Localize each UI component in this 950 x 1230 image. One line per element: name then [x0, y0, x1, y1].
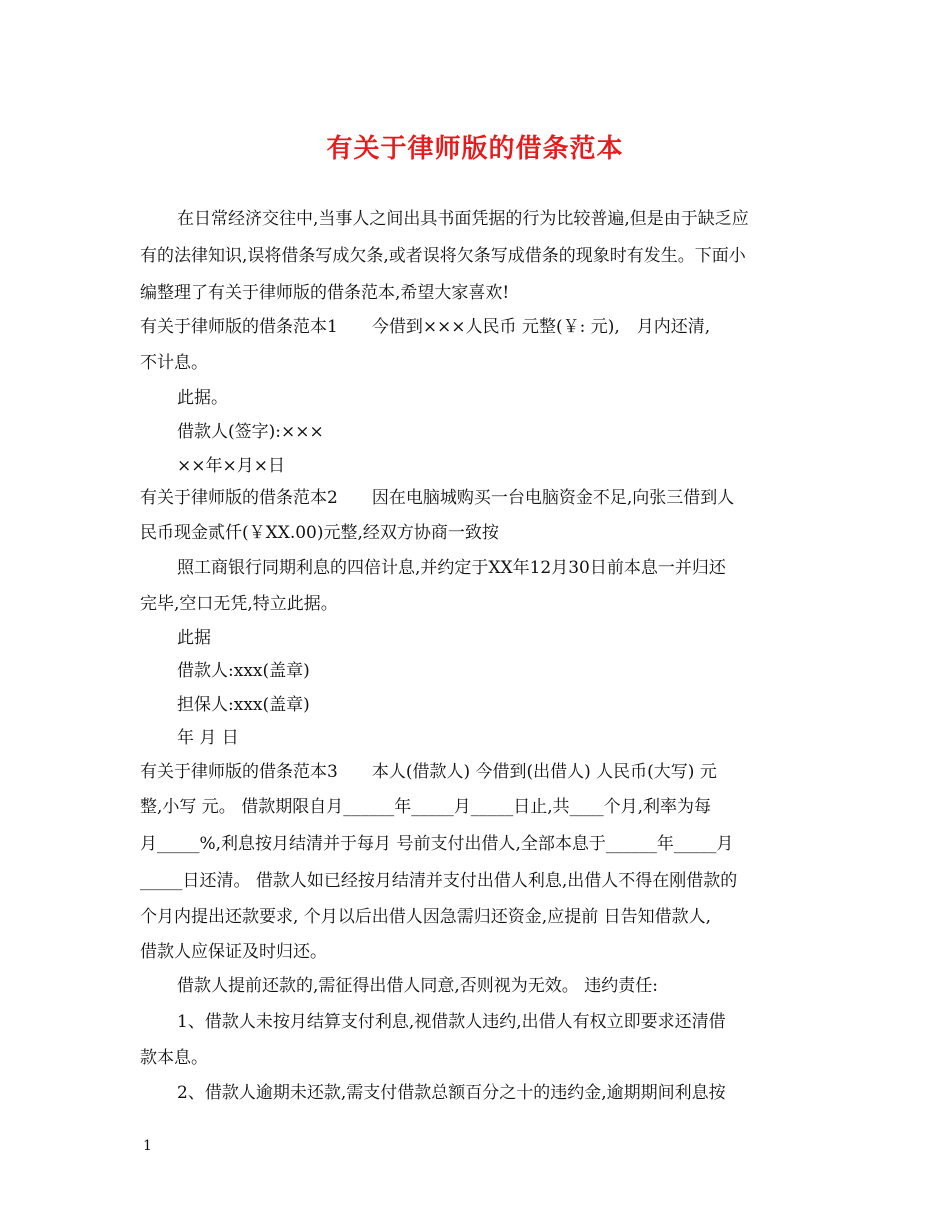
text-line: 此据。: [177, 388, 228, 408]
text-line: 年 月 日: [177, 728, 239, 748]
text-line: 借款人:xxx(盖章): [177, 661, 310, 681]
text-line: 借款人提前还款的,需征得出借人同意,否则视为无效。 违约责任:: [177, 976, 658, 996]
document-title: 有关于律师版的借条范本: [326, 134, 624, 164]
text-line: 在日常经济交往中,当事人之间出具书面凭据的行为比较普遍,但是由于缺乏应: [177, 209, 749, 229]
text-line: 编整理了有关于律师版的借条范本,希望大家喜欢!: [140, 283, 510, 303]
text-line: 有的法律知识,误将借条写成欠条,或者误将欠条写成借条的现象时有发生。下面小: [140, 246, 746, 266]
text-line: 个月内提出还款要求, 个月以后出借人因急需归还资金,应提前 日告知借款人,: [140, 907, 712, 927]
text-line: 民币现金贰仟(￥XX.00)元整,经双方协商一致按: [140, 523, 499, 543]
text-line: 借款人应保证及时归还。: [140, 942, 327, 962]
text-line: 不计息。: [140, 353, 208, 373]
text-line: 1、借款人未按月结算支付利息,视借款人违约,出借人有权立即要求还清借: [177, 1012, 726, 1032]
text-line: 此据: [177, 628, 211, 648]
text-line: 完毕,空口无凭,特立此据。: [140, 594, 338, 614]
text-line: 有关于律师版的借条范本3 本人(借款人) 今借到(出借人) 人民币(大写) 元: [140, 762, 717, 782]
text-line: ××年×月×日: [177, 456, 285, 476]
text-line: 有关于律师版的借条范本2 因在电脑城购买一台电脑资金不足,向张三借到人: [140, 488, 735, 508]
text-line: 2、借款人逾期未还款,需支付借款总额百分之十的违约金,逾期期间利息按: [177, 1083, 726, 1103]
text-line: 借款人(签字):×××: [177, 422, 324, 442]
text-line: 有关于律师版的借条范本1 今借到×××人民币 元整(￥: 元), 月内还清,: [140, 317, 711, 337]
text-line: _____日还清。 借款人如已经按月结清并支付出借人利息,出借人不得在刚借款的: [140, 871, 738, 891]
text-line: 款本息。: [140, 1048, 208, 1068]
text-line: 月_____%,利息按月结清并于每月 号前支付出借人,全部本息于______年_____月: [140, 834, 734, 854]
text-line: 担保人:xxx(盖章): [177, 695, 310, 715]
text-line: 整,小写 元。 借款期限自月______年_____月_____日止,共____个月,利率为每: [140, 797, 712, 817]
text-line: 照工商银行同期利息的四倍计息,并约定于XX年12月30日前本息一并归还: [177, 558, 726, 578]
page-number: 1: [143, 1138, 152, 1154]
